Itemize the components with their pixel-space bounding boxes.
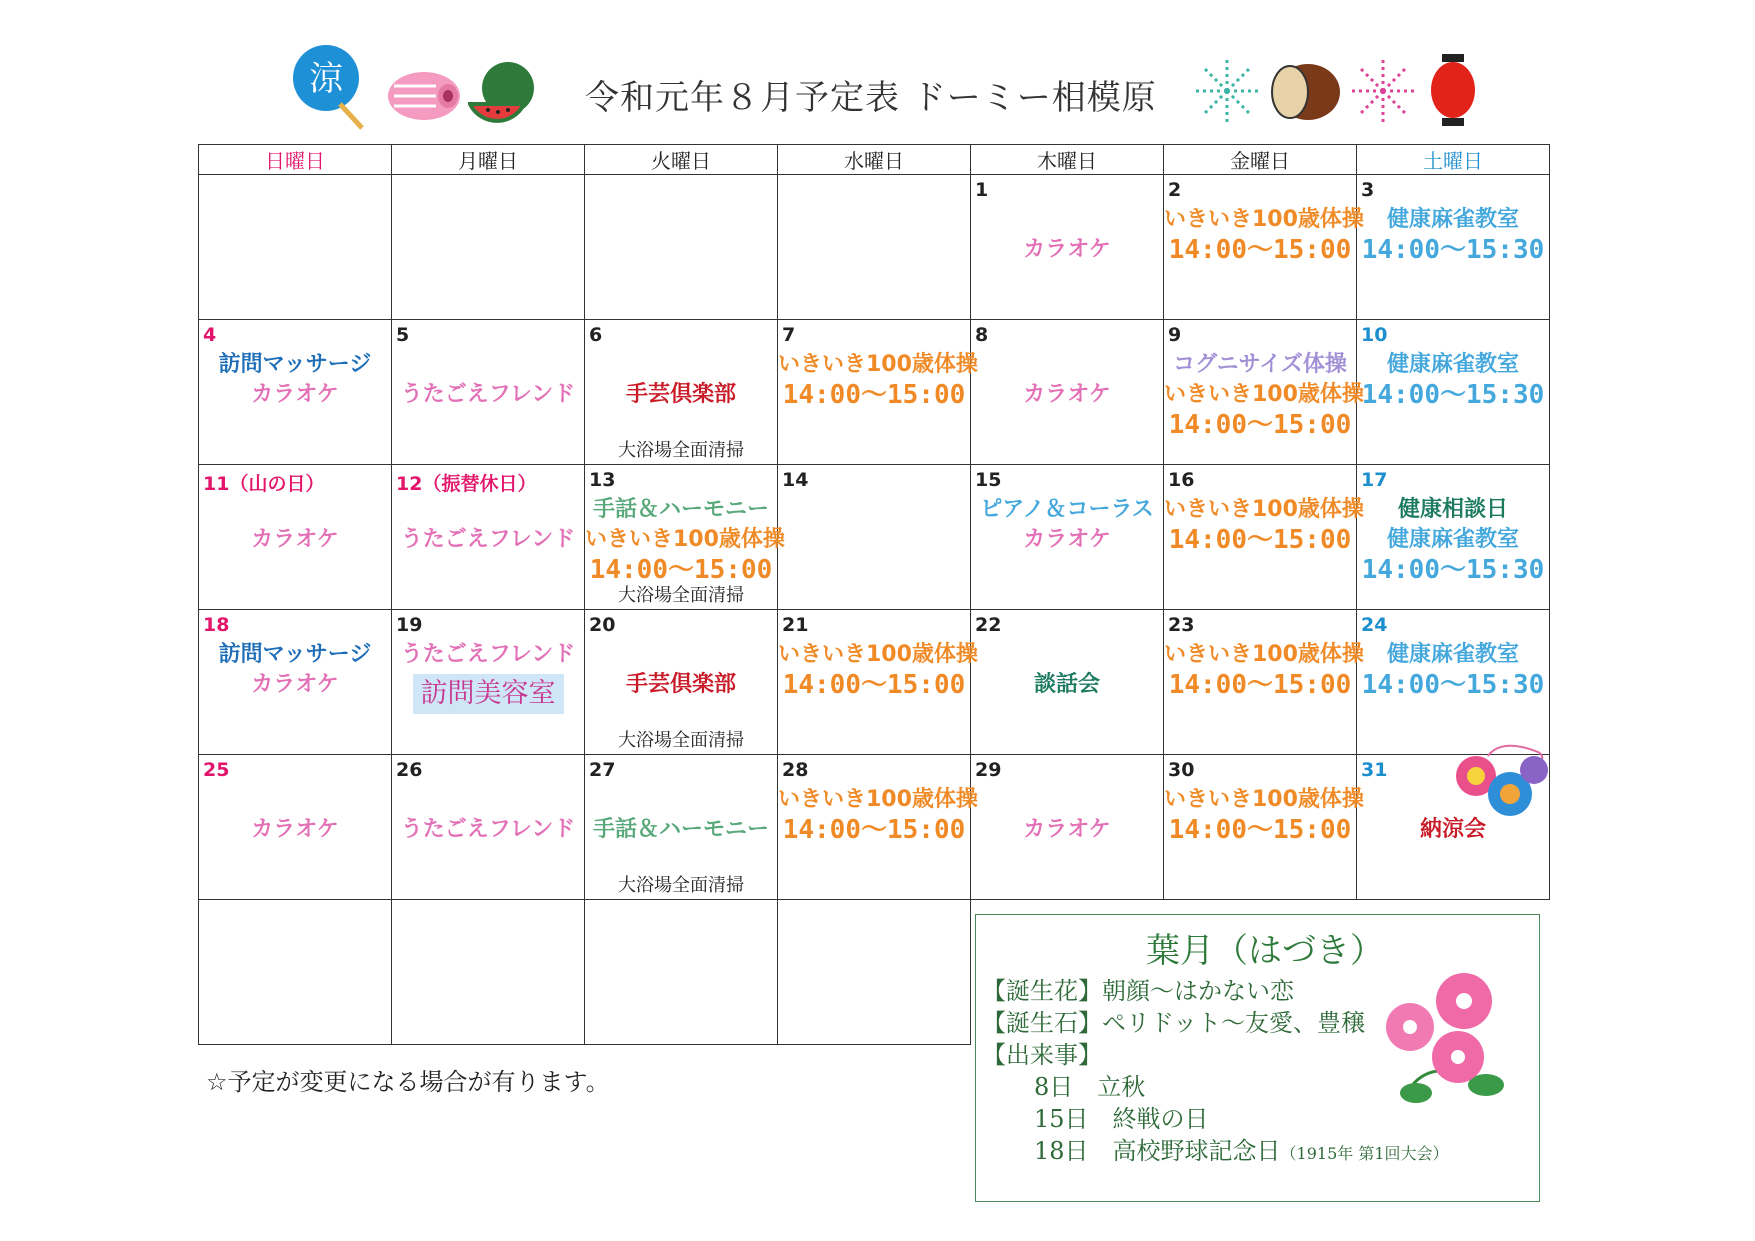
event-name: 手話＆ハーモニー [592, 497, 769, 522]
day-events [1164, 495, 1364, 555]
day-number: 24 [1361, 614, 1388, 636]
day-number: 16 [1168, 469, 1195, 491]
day-number: 4 [203, 324, 217, 346]
event-name: うたごえフレンド [400, 382, 576, 407]
day-cell [1357, 175, 1550, 320]
day-number: 19 [396, 614, 423, 636]
event-name: カラオケ [251, 672, 339, 697]
info-line-flower: 【誕生花】朝顔～はかない恋 [982, 977, 1294, 1005]
week-row [199, 320, 1550, 465]
day-number: 3 [1361, 179, 1375, 201]
event-name: いきいき100歳体操 [1164, 642, 1364, 667]
day-number: 28 [782, 759, 809, 781]
day-number: 12（振替休日） [396, 473, 537, 495]
event-name: カラオケ [1023, 382, 1111, 407]
event-name [585, 640, 777, 670]
mosquito-pig-icon [386, 64, 466, 124]
day-events [392, 350, 584, 410]
event-name: 健康相談日 [1397, 497, 1508, 522]
day-events [971, 495, 1163, 555]
yoyo-balloon-icon [1448, 740, 1552, 822]
day-number: 10 [1361, 324, 1388, 346]
day-number: 20 [589, 614, 616, 636]
day-number: 9 [1168, 324, 1182, 346]
event-highlight: 訪問美容室 [413, 674, 564, 714]
weekday-header: 金曜日 [1164, 145, 1357, 175]
event-time: 14:00～15:30 [1361, 235, 1545, 265]
taiko-drum-icon [1268, 60, 1342, 124]
event-name: いきいき100歳体操 [778, 787, 978, 812]
day-cell [1357, 610, 1550, 755]
day-cell [1164, 755, 1364, 900]
event-name: 健康麻雀教室 [1386, 642, 1519, 667]
day-events [585, 495, 785, 585]
cell-note: 大浴場全面清掃 [618, 585, 744, 606]
event-name: カラオケ [251, 382, 339, 407]
day-cell [199, 175, 392, 320]
week-row [199, 465, 1550, 610]
day-events [199, 640, 391, 700]
day-cell [1357, 465, 1550, 610]
day-cell [971, 610, 1164, 755]
day-cell [778, 175, 971, 320]
uchiwa-char: 涼 [309, 59, 343, 99]
event-name: 訪問マッサージ [218, 642, 372, 667]
day-number: 8 [975, 324, 989, 346]
day-number: 25 [203, 759, 230, 781]
day-events [392, 495, 584, 555]
day-number: 23 [1168, 614, 1195, 636]
day-cell [585, 610, 778, 755]
event-name: 談話会 [1033, 672, 1100, 697]
day-number: 13 [589, 469, 616, 491]
day-cell [585, 320, 778, 465]
fireworks-pink-icon [1350, 58, 1416, 124]
week-row [199, 610, 1550, 755]
day-number: 30 [1168, 759, 1195, 781]
day-cell [392, 175, 585, 320]
event-time: 14:00～15:00 [782, 380, 966, 410]
day-events [585, 785, 777, 845]
day-number: 5 [396, 324, 410, 346]
day-events [971, 350, 1163, 410]
day-number: 18 [203, 614, 230, 636]
day-cell [199, 465, 392, 610]
event-name: コグニサイズ体操 [1173, 352, 1347, 377]
day-cell [392, 320, 585, 465]
day-number: 6 [589, 324, 603, 346]
event-time: 14:00～15:00 [1168, 670, 1352, 700]
day-events [971, 640, 1163, 700]
month-info-box [975, 914, 1540, 1202]
day-cell [585, 755, 778, 900]
event-name [971, 205, 1163, 235]
event-name [971, 350, 1163, 380]
day-cell [971, 465, 1164, 610]
day-number: 26 [396, 759, 423, 781]
info-line-stone: 【誕生石】ペリドット～友愛、豊穣 [982, 1009, 1366, 1037]
weekday-header: 木曜日 [971, 145, 1164, 175]
event-name: 健康麻雀教室 [1386, 207, 1519, 232]
event-time: 14:00～15:00 [1168, 235, 1352, 265]
day-number: 15 [975, 469, 1002, 491]
event-name: 手芸倶楽部 [625, 382, 736, 407]
day-cell [971, 175, 1164, 320]
day-cell [778, 610, 978, 755]
schedule-change-note: ☆予定が変更になる場合が有ります。 [206, 1068, 610, 1096]
day-cell [199, 320, 392, 465]
info-event-3: 18日 高校野球記念日（1915年 第1回大会） [1034, 1137, 1449, 1165]
day-cell [199, 610, 392, 755]
day-cell [778, 320, 978, 465]
day-events [778, 350, 978, 410]
day-cell [392, 610, 585, 755]
day-cell [392, 900, 585, 1045]
day-events [585, 350, 777, 410]
day-cell [199, 755, 392, 900]
event-time: 14:00～15:30 [1361, 380, 1545, 410]
day-number: 31 [1361, 759, 1388, 781]
day-cell [1164, 465, 1364, 610]
cell-note: 大浴場全面清掃 [618, 875, 744, 896]
event-name [392, 495, 584, 525]
day-cell [392, 755, 585, 900]
event-time: 14:00～15:30 [1361, 670, 1545, 700]
event-name: カラオケ [1023, 237, 1111, 262]
day-cell [778, 900, 971, 1045]
event-time: 14:00～15:30 [1361, 555, 1545, 585]
event-time: 14:00～15:00 [782, 815, 966, 845]
day-number: 21 [782, 614, 809, 636]
day-events [1164, 785, 1364, 845]
event-time: 14:00～15:00 [1168, 815, 1352, 845]
page-title: 令和元年８月予定表 ドーミー相模原 [585, 78, 1157, 118]
day-number: 17 [1361, 469, 1388, 491]
day-cell [971, 755, 1164, 900]
event-name: 手話＆ハーモニー [592, 817, 769, 842]
week-row [199, 175, 1550, 320]
week-row [199, 755, 1550, 900]
event-name: カラオケ [251, 527, 339, 552]
event-name [971, 785, 1163, 815]
day-events [199, 785, 391, 845]
day-cell [199, 900, 392, 1045]
event-name: うたごえフレンド [400, 527, 576, 552]
day-events [1164, 350, 1364, 440]
fireworks-icon [1194, 58, 1260, 124]
event-name: 手芸倶楽部 [625, 672, 736, 697]
calendar-table [198, 144, 1550, 1045]
event-name [392, 785, 584, 815]
day-events [1357, 350, 1549, 410]
event-name: カラオケ [1023, 527, 1111, 552]
weekday-header: 水曜日 [778, 145, 971, 175]
day-cell [585, 465, 785, 610]
event-name [971, 640, 1163, 670]
event-time: 14:00～15:00 [1168, 525, 1352, 555]
weekday-header-row [199, 145, 1550, 175]
day-events [392, 785, 584, 845]
event-name: 健康麻雀教室 [1386, 352, 1519, 377]
day-events [778, 640, 978, 700]
event-name [585, 785, 777, 815]
watermelon-icon [468, 58, 538, 124]
day-events [1357, 495, 1549, 585]
day-cell [585, 900, 778, 1045]
event-name: ピアノ＆コーラス [980, 497, 1154, 522]
weekday-header: 土曜日 [1357, 145, 1550, 175]
day-events [199, 495, 391, 555]
day-cell [1164, 320, 1364, 465]
day-number: 1 [975, 179, 989, 201]
day-number: 14 [782, 469, 809, 491]
day-cell [585, 175, 778, 320]
day-cell [1164, 610, 1364, 755]
event-time: 14:00～15:00 [1168, 410, 1352, 440]
header [0, 40, 1755, 130]
event-name: いきいき100歳体操 [1164, 382, 1364, 407]
event-name: うたごえフレンド [400, 642, 576, 667]
event-name: いきいき100歳体操 [1164, 207, 1364, 232]
event-name [199, 785, 391, 815]
day-events [971, 205, 1163, 265]
day-events [971, 785, 1163, 845]
event-name: いきいき100歳体操 [1164, 497, 1364, 522]
month-name: 葉月（はづき） [1146, 931, 1384, 971]
event-name: いきいき100歳体操 [585, 527, 785, 552]
day-number: 22 [975, 614, 1002, 636]
day-events [1164, 640, 1364, 700]
day-cell [778, 755, 978, 900]
day-cell [1357, 320, 1550, 465]
day-events [778, 785, 978, 845]
day-cell [1164, 175, 1364, 320]
morning-glory-icon [1376, 965, 1526, 1115]
day-cell [392, 465, 585, 610]
event-time: 14:00～15:00 [589, 555, 773, 585]
uchiwa-fan-icon [290, 44, 370, 130]
cell-note: 大浴場全面清掃 [618, 730, 744, 751]
event-name: いきいき100歳体操 [1164, 787, 1364, 812]
event-name: 納涼会 [1419, 817, 1486, 842]
day-events [199, 350, 391, 410]
day-number: 7 [782, 324, 796, 346]
event-name [392, 350, 584, 380]
event-name: うたごえフレンド [400, 817, 576, 842]
cell-note: 大浴場全面清掃 [618, 440, 744, 461]
event-name: カラオケ [251, 817, 339, 842]
info-line-events: 【出来事】 [982, 1041, 1102, 1069]
event-name: カラオケ [1023, 817, 1111, 842]
weekday-header: 火曜日 [585, 145, 778, 175]
day-number: 29 [975, 759, 1002, 781]
event-name: 健康麻雀教室 [1386, 527, 1519, 552]
day-number: 11（山の日） [203, 473, 325, 495]
day-number: 27 [589, 759, 616, 781]
day-events [585, 640, 777, 700]
info-event-2: 15日 終戦の日 [1034, 1105, 1209, 1133]
day-events [392, 640, 584, 714]
day-events [1357, 640, 1549, 700]
day-events [1164, 205, 1364, 265]
day-cell [971, 320, 1164, 465]
weekday-header: 日曜日 [199, 145, 392, 175]
event-name [585, 350, 777, 380]
day-events [1357, 205, 1549, 265]
weekday-header: 月曜日 [392, 145, 585, 175]
day-number: 2 [1168, 179, 1182, 201]
info-event-1: 8日 立秋 [1034, 1073, 1146, 1101]
event-name: いきいき100歳体操 [778, 642, 978, 667]
event-name [199, 495, 391, 525]
event-time: 14:00～15:00 [782, 670, 966, 700]
day-cell [778, 465, 971, 610]
lantern-icon [1428, 52, 1478, 128]
event-name: 訪問マッサージ [218, 352, 372, 377]
event-name: いきいき100歳体操 [778, 352, 978, 377]
